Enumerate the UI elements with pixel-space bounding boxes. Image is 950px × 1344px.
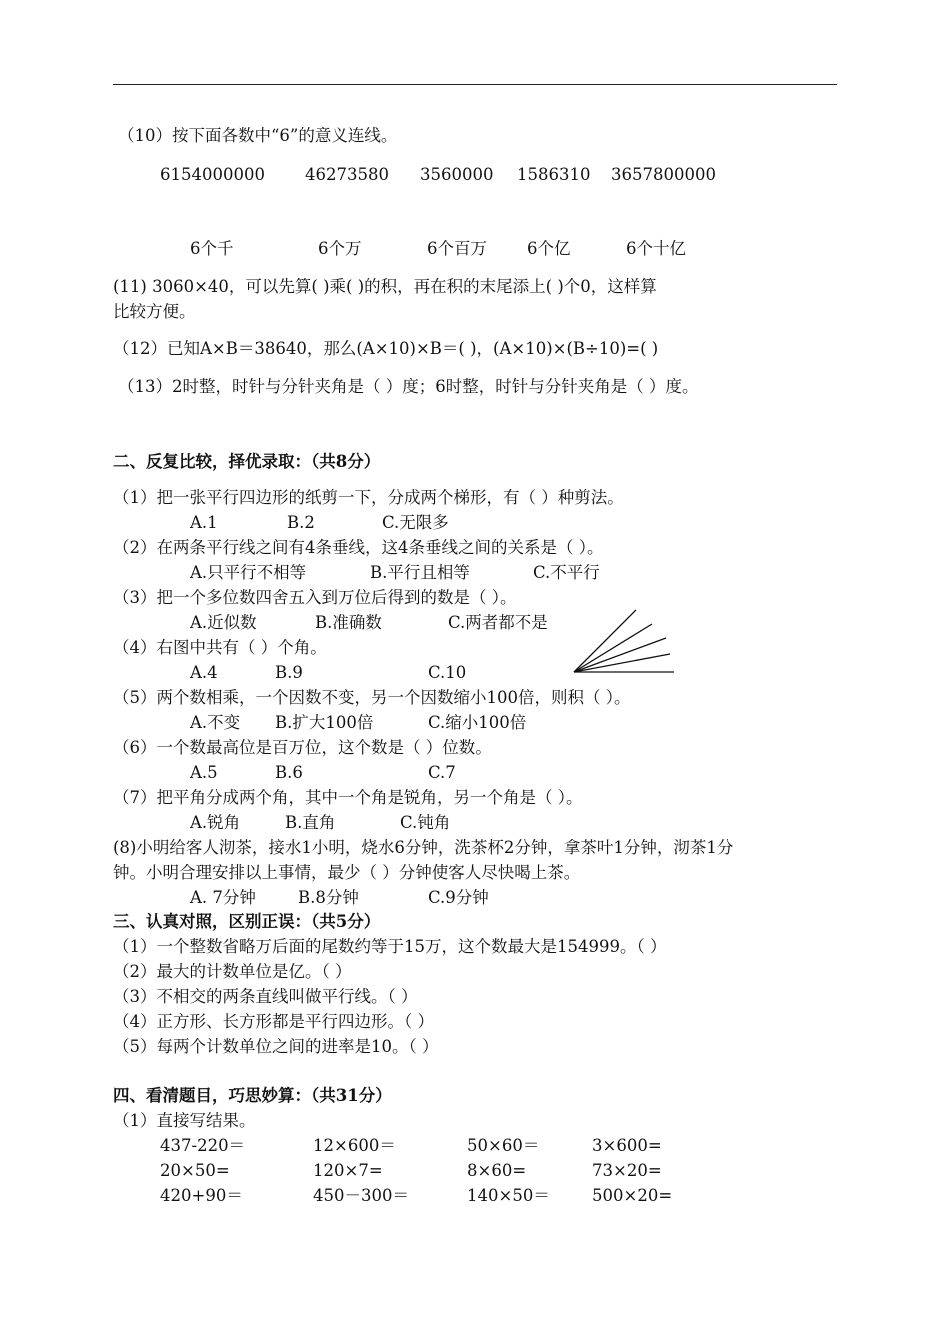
s2-q2-text: （2）在两条平行线之间有4条垂线，这4条垂线之间的关系是（ ）。 [113,538,604,557]
calc-item: 20×50= [160,1161,230,1180]
s2-q4-option: A.4 [190,663,218,682]
s2-q8-option: A. 7分钟 [190,888,256,907]
q10-meaning: 6个千 [190,239,234,258]
q10-meaning: 6个百万 [427,239,487,258]
s2-q6-text: （6）一个数最高位是百万位，这个数是（ ）位数。 [113,738,492,757]
s2-q7-option: C.钝角 [400,813,451,832]
s2-q4-option: B.9 [275,663,303,682]
q10-number: 3560000 [420,165,494,184]
s3-item: （2）最大的计数单位是亿。（ ） [113,962,352,981]
s3-item: （1）一个整数省略万后面的尾数约等于15万，这个数最大是154999。（ ） [113,937,667,956]
calc-item: 140×50＝ [467,1186,550,1205]
q10-number: 1586310 [517,165,591,184]
s2-q2-option: A.只平行不相等 [190,563,307,582]
s2-q5-option: C.缩小100倍 [428,713,527,732]
calc-item: 420+90＝ [160,1186,243,1205]
s2-q2-option: C.不平行 [533,563,600,582]
section4-heading: 四、看清题目，巧思妙算：（共31分） [113,1086,392,1105]
s2-q3-option: C.两者都不是 [448,613,548,632]
section2-heading: 二、反复比较，择优录取：（共8分） [113,452,381,471]
top-rule [113,84,837,85]
s4-sub: （1）直接写结果。 [113,1111,256,1130]
q10-number: 6154000000 [160,165,265,184]
calc-item: 50×60＝ [467,1136,540,1155]
s2-q1-option: B.2 [287,513,315,532]
s2-q8-option: C.9分钟 [428,888,489,907]
s2-q8-line1: (8)小明给客人沏茶，接水1小明，烧水6分钟，洗茶杯2分钟，拿茶叶1分钟，沏茶1分 [113,838,734,857]
s2-q5-option: B.扩大100倍 [275,713,374,732]
calc-item: 450－300＝ [313,1186,409,1205]
q10-number: 46273580 [305,165,389,184]
q10-meaning: 6个十亿 [626,239,686,258]
s3-item: （5）每两个计数单位之间的进率是10。（ ） [113,1037,439,1056]
s3-item: （4）正方形、长方形都是平行四边形。（ ） [113,1012,434,1031]
q11-line2: 比较方便。 [113,302,196,321]
q10-title: （10）按下面各数中“6”的意义连线。 [118,126,398,145]
calc-item: 437-220＝ [160,1136,246,1155]
s2-q8-option: B.8分钟 [298,888,359,907]
q13-text: （13）2时整，时针与分针夹角是（ ）度；6时整，时针与分针夹角是（ ）度。 [118,377,699,396]
calc-item: 73×20= [592,1161,662,1180]
s2-q1-text: （1）把一张平行四边形的纸剪一下，分成两个梯形，有（ ）种剪法。 [113,488,624,507]
q10-meaning: 6个亿 [527,239,571,258]
section3-heading: 三、认真对照，区别正误：（共5分） [113,912,381,931]
angle-rays-figure [570,606,680,676]
s2-q5-option: A.不变 [190,713,241,732]
s2-q3-option: A.近似数 [190,613,257,632]
calc-item: 12×600＝ [313,1136,396,1155]
calc-item: 3×600= [592,1136,662,1155]
s2-q6-option: C.7 [428,763,456,782]
s2-q8-line2: 钟。小明合理安排以上事情，最少（ ）分钟使客人尽快喝上茶。 [113,863,581,882]
s2-q1-option: A.1 [190,513,218,532]
calc-item: 120×7= [313,1161,383,1180]
s2-q3-text: （3）把一个多位数四舍五入到万位后得到的数是（ ）。 [113,588,517,607]
s2-q7-option: A.锐角 [190,813,241,832]
s2-q4-text: （4）右图中共有（ ）个角。 [113,638,327,657]
q11-line1: (11) 3060×40，可以先算( )乘( )的积，再在积的末尾添上( )个0，这样算 [113,277,657,296]
s2-q5-text: （5）两个数相乘，一个因数不变，另一个因数缩小100倍，则积（ ）。 [113,688,631,707]
s2-q1-option: C.无限多 [382,513,449,532]
calc-item: 500×20= [592,1186,673,1205]
s2-q7-text: （7）把平角分成两个角，其中一个角是锐角，另一个角是（ ）。 [113,788,583,807]
s3-item: （3）不相交的两条直线叫做平行线。（ ） [113,987,418,1006]
q12-text: （12）已知A×B＝38640，那么(A×10)×B＝( )，(A×10)×(B÷10)=( ) [113,339,659,358]
s2-q4-option: C.10 [428,663,467,682]
q10-meaning: 6个万 [318,239,362,258]
s2-q6-option: A.5 [190,763,218,782]
s2-q2-option: B.平行且相等 [370,563,470,582]
s2-q7-option: B.直角 [285,813,336,832]
s2-q6-option: B.6 [275,763,303,782]
q10-number: 3657800000 [611,165,716,184]
s2-q3-option: B.准确数 [315,613,382,632]
calc-item: 8×60= [467,1161,527,1180]
